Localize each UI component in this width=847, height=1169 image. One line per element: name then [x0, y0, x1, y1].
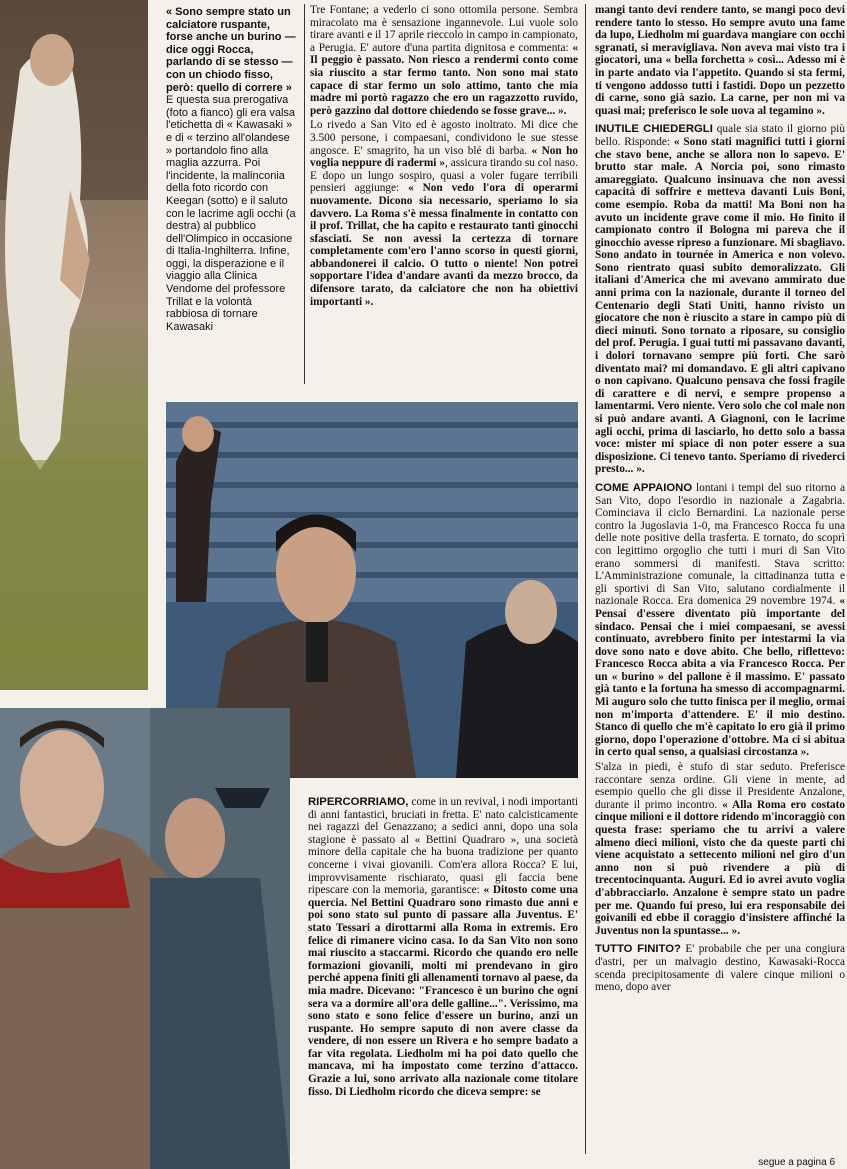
column-divider [585, 4, 586, 1154]
column-divider [304, 4, 305, 384]
paragraph-text: quale sia stato il giorno più bello. Risponde: [595, 123, 845, 148]
quote-text: « Pensai d'essere diventato più importante del sindaco. Pensai che i miei compaesani, se avessi continuato, avrebbero finito per intestarmi la via dove sono nato e dove abito. Che bello, riflettevo: Francesco Rocca abita a via Francesco Rocca. Per un « burino » del pallone è il massimo. E' passato già tanto e la fortuna ha smesso di accompagnarmi. Mi auguro solo che tutto finisca per il meglio, ormai non m'importa d'attendere. E' il mio destino. Stanco di quello che m'è capitato lo ero già il primo giorno, dopo l'operazione d'ottobre. Ma ci si abitua in certo qual senso, a qualsiasi circostanza ». [595, 595, 845, 759]
paragraph-text: E' probabile che per una congiura d'astri, per un malvagio destino, Kawasaki-Rocca scenda precipitosamente di valere cinque milioni o meno, dopo aver [595, 943, 845, 994]
quote-text: « Sono stati magnifici tutti i giorni che stavo bene, anche se allora non lo sapevo. E' brutto star male. A Norcia poi, sono rimasto amareggiato. Qualcuno insinuava che non avessi capacità di soffrire e metteva davanti Luis Boni, come esempio. Roba da matti! Ma Boni non ha avuto un incidente grave come il mio. Ho finito il campionato contro il Bologna mi pareva che il ginocchio avesse ripreso a funzionare. Mi sbagliavo. Sono andato in tournée in America e non volevo. Sono rientrato quasi subito demoralizzato. Gli italiani d'America che mi avevano ammirato due anni prima con la nazionale, durante il torneo del Centenario degli Stati Uniti, hanno rivisto un giocatore che non è riuscito a stare in campo più di dieci minuti. Sono tornato a riposare, su consiglio del prof. Perugia. I guai tutti mi passavano davanti, i dolori tornavano sempre più forti. Che sarò diventato mai? mi domandavo. E gli altri capivano o non capivano. Qualcuno pensava che fossi fragile di carattere e di nervi, e sempre propenso a lamentarmi. Vero niente. Vero solo che col male non si può andare avanti. A Giagnoni, con le lacrime agli occhi, prima di lasciarlo, ho detto solo a bassa voce: mister mi spiace di non poter essere a sua disposizione. Ci tenevo tanto. Speriamo di rivederci presto... ». [595, 135, 846, 476]
quote-text: mangi tanto devi rendere tanto, se mangi poco devi rendere tanto lo stesso. [595, 4, 845, 29]
continued-on-page: segue a pagina 6 [758, 1157, 835, 1168]
section-lead: RIPERCORRIAMO, [308, 796, 409, 808]
paragraph-text: , assicura tirando su col naso. E dopo un lungo sospiro, quasi a voler fugare terribili pensieri aggiunge: [310, 157, 578, 195]
quote-text: « Alla Roma ero costato cinque milioni e il dottore ridendo m'incoraggiò con questa frase: speriamo che tu arrivi a valere almeno dieci milioni, visto che da queste parti chi viene acquistato a settecento milioni nel giro d'un anno non si può rivendere a più di trecentocinquanta. Auguri. Ed io avrei avuto voglia d'abbracciarlo. Anzalone è sempre stato un padre per me. Quando fui preso, lui era responsabile dei goivanili ed ebbe il coraggio d'insistere affinché la Juventus non la spuntasse... ». [595, 798, 845, 937]
section-lead: COME APPAIONO [595, 481, 693, 494]
quote-text: Ho sempre avuto una fame da lupo, Liedholm mi guardava mangiare con occhi sgranati, si meravigliava. Non aveva mai visto tra i giocatori, una « bella forchetta » così... Adesso mi è in parte andato via l'appetito. Quando si sta fermi, ti vengono addosso tutti i fastidi. Dopo un pezzetto di carne, sono già sazio. La carne, per non mi va quasi mai; preferisco le sole uova al tegamino ». [595, 16, 846, 117]
quote-text: « Ditosto come una quercia. Nel Bettini Quadraro sono rimasto due anni e poi sono stato sul punto di passare alla Juventus. E' stato Tessari a dirottarmi alla Roma in extremis. Ero felice di rimanere vicino casa. Io da San Vito non sono mai riuscito a staccarmi. Ricordo che quando ero nelle formazioni giovanili, molti mi prendevano in giro perché appena finiti gli allenamenti tornavo al paese, da mia madre. Dicevano: "Francesco è un burino che ogni sera va a dormire all'ora delle galline...". Verissimo, ma sono stato e sono felice d'essere un burino, anzi un ruspante. Ho sempre saputo di non avere classe da vendere, di non essere un Rivera e ho sempre badato a far vita regolata. Liedholm mi ha poi dato quello che mancava, mi ha impostato come terzino d'attacco. Grazie a lui, sono arrivato alla nazionale come titolare fisso. Di Liedholm ricordo che diceva sempre: se [308, 884, 579, 1098]
paragraph-text: S'alza in piedi, è stufo di star seduto. Preferisce raccontare senza ordine. Gli viene in mente, ad esempio quello che gli disse il Presidente Anzalone, durante il primo incontro. [595, 761, 845, 811]
article-column-middle-bottom [308, 796, 578, 1100]
quote-text: « Il peggio è passato. Non riesco a rendermi conto come sia riuscito a star fermo tanto. Non sono mai stato capace di star fermo un solo attimo, tanto che mia madre mi portò ragazzo che ero un ragazzotto ruvido, però gazzino dal dottore chiedendo se fosse grave... ». [310, 41, 579, 117]
quote-text: « Non ho voglia neppure di radermi » [310, 144, 579, 170]
caption-quote: « Sono sempre stato un calciatore ruspante, forse anche un burino — dice oggi Rocca, parlando di se stesso — con un chiodo fisso, però: quello di correre » [166, 6, 296, 94]
paragraph-text: come in un revival, i nodi importanti di anni fantastici, bruciati in fretta. E' nato calcisticamente nei ragazzi del Genazzano; a sedici anni, dopo una sola stagione è passato al « Bettini Quadraro », una società minore della capitale che ha buona tradizione per quanto concerne i vivai giovanili. Com'era allora Rocca? E lui, improvvisamente rischiarato, quasi gli faccia bene ripescare con la memoria, garantisce: [308, 796, 578, 897]
photo-caption [166, 6, 296, 333]
section-lead: TUTTO FINITO? [595, 943, 681, 956]
article-column-right [595, 4, 845, 996]
photo-rocca-keegan [0, 708, 290, 1169]
photo-rocca-running [0, 0, 148, 690]
paragraph-text: lontani i tempi del suo ritorno a San Vito, dopo l'esordio in nazionale a Zagabria. Cominciava il ciclo Bernardini. La nazionale perse contro la Jugoslavia 1-0, ma Francesco Rocca fu una delle note positive della trasferta. E tornato, do scoprì con legittimo orgoglio che tutti i muri di San Vito erano sommersi di manifesti. Stava scritto: L'Amministrazione comunale, la cittadinanza tutta e gli sportivi di San Vito, salutano cordialmente il nazionale Rocca. Era domenica 29 novembre 1974. [595, 481, 846, 608]
paragraph-text: Lo rivedo a San Vito ed è agosto inoltrato. Mi dice che 3.500 persone, i compaesani, condividono le sue stesse angosce. E' smagrito, ha un viso blé di barba. [310, 119, 578, 157]
article-column-middle-top [310, 4, 578, 310]
quote-text: « Non vedo l'ora di operarmi nuovamente. Dicono sia necessario, speriamo lo sia davvero. La Roma s'è messa finalmente in contatto con il prof. Trillat, che ha capito e restaurato tanti ginocchi sfasciati. Se non avessi la certezza di tornare completamente com'ero l'anno scorso in questi giorni, abbandonerei il calcio. O tutto o niente! Non potrei sopportare l'idea d'andare avanti da mezzo brocco, da difensore tarato, da calciatore che non ha obiettivi importanti ». [310, 182, 579, 308]
paragraph-text: Tre Fontane; a vederlo ci sono ottomila persone. Sembra miracolato ma è sensazione ingannevole. Lui vuole solo tirare avanti e il 17 aprile rieccolo in campo in campionato, a Perugia. E' autore d'una partita dignitosa e commenta: [310, 4, 578, 54]
section-lead: INUTILE CHIEDERGLI [595, 123, 713, 136]
caption-text: E questa sua prerogativa (foto a fianco) gli era valsa l'etichetta di « Kawasaki » e di « terzino all'olandese » portandolo fino alla maglia azzurra. Poi l'incidente, la malinconia della foto ricordo con Keegan (sotto) e il saluto con le lacrime agli occhi (a destra) al pubblico dell'Olimpico in occasione di Italia-Inghilterra. Infine, oggi, la disperazione e il viaggio alla Clinica Vendome del professore Trillat e la volontà rabbiosa di tornare Kawasaki [166, 94, 296, 333]
